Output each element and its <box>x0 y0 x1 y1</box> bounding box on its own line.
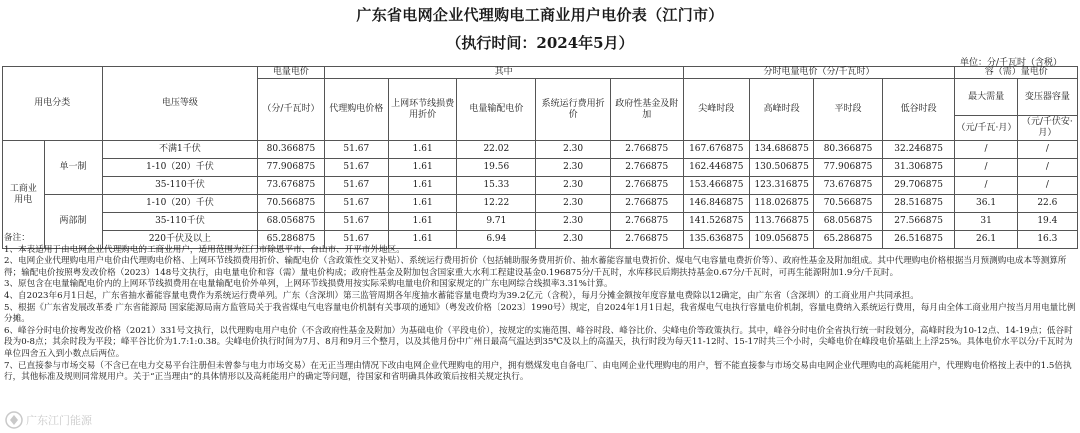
proxy-cell: 51.67 <box>324 159 388 177</box>
header-gov-fund: 政府性基金及附加 <box>610 79 683 141</box>
loss-cell: 1.61 <box>388 159 456 177</box>
watermark-text: 广东江门能源 <box>26 414 92 427</box>
header-energy-price: 电量电价 <box>258 67 324 79</box>
proxy-cell: 51.67 <box>324 231 388 249</box>
loss-cell: 1.61 <box>388 141 456 159</box>
system-cell: 2.30 <box>536 177 611 195</box>
transmission-cell: 12.22 <box>457 195 536 213</box>
flat-cell: 80.366875 <box>814 141 882 159</box>
header-max-demand-unit: （元/千瓦·月） <box>955 116 1017 141</box>
energy-cell: 73.676875 <box>258 177 324 195</box>
energy-cell: 70.566875 <box>258 195 324 213</box>
loss-cell: 1.61 <box>388 231 456 249</box>
system-cell: 2.30 <box>536 213 611 231</box>
header-proxy-price: 代理购电价格 <box>324 79 388 141</box>
max-demand-label: 最大需量 <box>968 91 1005 102</box>
demand-cell: / <box>955 177 1017 195</box>
header-energy-unit: （分/千瓦时） <box>258 79 324 141</box>
header-tou-group: 分时电量电价（分/千瓦时） <box>683 67 955 79</box>
fund-cell: 2.766875 <box>610 195 683 213</box>
header-sharp-peak: 尖峰时段 <box>683 79 749 141</box>
peak-cell: 113.766875 <box>749 213 813 231</box>
voltage-cell: 1-10（20）千伏 <box>102 159 258 177</box>
note-item: 6、峰谷分时电价按粤发改价格（2021）331号文执行，以代理购电用户电价（不含政府性基金及附加）为基础电价（平段电价），按规定的实施范围、峰谷时段、峰谷比价、尖峰电价等政策执行。其中，峰谷分时电价全省执行统一时段划分，高峰时段为10-12点、14-19点；低谷时段为0-8点；其余时段为平段；峰平谷比价为1.7:1:0.38。尖峰电价执行时间为7月、8月和9月三个整月，以及其他月份中广州日最高气温达到35℃及以上的高温天，执行时段为每天11-12时、15-17时共三个小时，尖峰电价在峰段电价基础上上浮25%。具体电价水平以分/千瓦时为单位四舍五入到小数点后两位。 <box>4 325 1073 359</box>
voltage-cell: 220千伏及以上 <box>102 231 258 249</box>
energy-cell: 77.906875 <box>258 159 324 177</box>
fund-cell: 2.766875 <box>610 213 683 231</box>
valley-cell: 31.306875 <box>882 159 955 177</box>
price-table <box>2 66 1078 249</box>
sharp-cell: 162.446875 <box>683 159 749 177</box>
table-row <box>3 141 1078 159</box>
dual-part-label: 两部制 <box>44 195 102 249</box>
note-item: 4、自2023年6月1日起，广东省抽水蓄能容量电费作为系统运行费单列。广东（含深圳）第三监管周期各年度抽水蓄能容量电费均为39.2亿元（含税），每月分摊金额按年度容量电费除以12确定，由广东省（含深圳）的工商业用户共同承担。 <box>4 290 919 301</box>
demand-cell: 31 <box>955 213 1017 231</box>
loss-cell: 1.61 <box>388 195 456 213</box>
header-transformer <box>1017 79 1077 116</box>
header-flat: 平时段 <box>814 79 882 141</box>
flat-cell: 77.906875 <box>814 159 882 177</box>
capacity-cell: 16.3 <box>1017 231 1077 249</box>
valley-cell: 32.246875 <box>882 141 955 159</box>
proxy-cell: 51.67 <box>324 141 388 159</box>
watermark-logo <box>4 409 134 431</box>
peak-cell: 134.686875 <box>749 141 813 159</box>
table-row <box>3 213 1078 231</box>
voltage-cell: 35-110千伏 <box>102 177 258 195</box>
table-row <box>3 159 1078 177</box>
system-cell: 2.30 <box>536 195 611 213</box>
header-transmission: 电量输配电价 <box>457 79 536 141</box>
peak-cell: 123.316875 <box>749 177 813 195</box>
note-item: 1、本表适用于由电网企业代理购电的工商业用户，适用范围为江门市除恩平市、台山市、开平市外地区。 <box>4 244 405 255</box>
proxy-cell: 51.67 <box>324 195 388 213</box>
flat-cell: 70.566875 <box>814 195 882 213</box>
proxy-cell: 51.67 <box>324 213 388 231</box>
demand-cell: / <box>955 141 1017 159</box>
table-row <box>3 177 1078 195</box>
group-label: 工商业用电 <box>3 141 45 249</box>
transmission-cell: 22.02 <box>457 141 536 159</box>
sharp-cell: 167.676875 <box>683 141 749 159</box>
header-peak: 高峰时段 <box>749 79 813 141</box>
header-system-ops: 系统运行费用折价 <box>536 79 611 141</box>
loss-cell: 1.61 <box>388 177 456 195</box>
table-row <box>3 195 1078 213</box>
energy-cell: 80.366875 <box>258 141 324 159</box>
flat-cell: 73.676875 <box>814 177 882 195</box>
peak-cell: 118.026875 <box>749 195 813 213</box>
note-item: 7、已直接参与市场交易（不含已在电力交易平台注册但未曾参与电力市场交易）在无正当理由情况下改由电网企业代理购电的用户，拥有燃煤发电自备电厂、由电网企业代理购电的用户，暂不能直接参与市场交易由电网企业代理购电的高耗能用户，代理购电价格按上表中的1.5倍执行，其他标准及规则同常规用户。关于“正当理由”的具体情形以及高耗能用户的确定等问题，待国家和省明确具体政策后按相关规定执行。 <box>4 360 1072 383</box>
capacity-cell: / <box>1017 159 1077 177</box>
note-item: 2、电网企业代理购电用户电价由代理购电价格、上网环节线损费用折价、输配电价（含政策性交叉补贴）、系统运行费用折价（包括辅助服务费用折价、抽水蓄能容量电费折价、煤电气电容量电费折价等）、政府性基金及附加组成。其中代理购电价格根据当月预测购电成本等测算所得；输配电价按照粤发改价格（2023）148号文执行，由电量电价和容（需）量电价构成；政府性基金及附加包含国家重大水利工程建设基金0.196875分/千瓦时，水库移民后期扶持基金0.67分/千瓦时，可再生能源附加1.9分/千瓦时。 <box>4 256 1067 278</box>
notes-section <box>4 233 1076 384</box>
header-valley: 低谷时段 <box>882 79 955 141</box>
energy-cell: 68.056875 <box>258 213 324 231</box>
capacity-cell: 19.4 <box>1017 213 1077 231</box>
notes-heading: 备注： <box>4 233 30 243</box>
page-title: 广东省电网企业代理购电工商业用户电价表（江门市） <box>356 6 724 24</box>
page-subtitle: （执行时间：2024年5月） <box>446 34 634 52</box>
system-cell: 2.30 <box>536 141 611 159</box>
flat-cell: 65.286875 <box>814 231 882 249</box>
proxy-cell: 51.67 <box>324 177 388 195</box>
header-voltage: 电压等级 <box>102 67 258 141</box>
voltage-cell: 1-10（20）千伏 <box>102 195 258 213</box>
header-grid-loss: 上网环节线损费用折价 <box>388 79 456 141</box>
sharp-cell: 135.636875 <box>683 231 749 249</box>
single-part-label: 单一制 <box>44 141 102 195</box>
peak-cell: 130.506875 <box>749 159 813 177</box>
transmission-cell: 19.56 <box>457 159 536 177</box>
flat-cell: 68.056875 <box>814 213 882 231</box>
peak-cell: 109.056875 <box>749 231 813 249</box>
demand-cell: 26.1 <box>955 231 1017 249</box>
sharp-cell: 141.526875 <box>683 213 749 231</box>
fund-cell: 2.766875 <box>610 141 683 159</box>
valley-cell: 28.516875 <box>882 195 955 213</box>
note-item: 5、根据《广东省发展改革委 广东省能源局 国家能源局南方监管局关于我省煤电气电容量电价机制有关事项的通知》（粤发改价格〔2023〕1990号）规定，自2024年1月1日起，我省煤电气电执行容量电价机制，容量电费纳入系统运行费用，每月由全体工商业用户按当月用电量比例分摊。 <box>4 302 1076 325</box>
transmission-cell: 15.33 <box>457 177 536 195</box>
fund-cell: 2.766875 <box>610 159 683 177</box>
transformer-label: 变压器容量 <box>1024 91 1070 102</box>
note-item: 3、原包含在电量输配电价内的上网环节线损费用在电量输配电价外单列，上网环节线损费用按实际采购电量电价和国家规定的广东电网综合线损率3.31%计算。 <box>4 279 613 290</box>
transmission-cell: 6.94 <box>457 231 536 249</box>
header-transformer-unit: （元/千伏安·月） <box>1017 116 1077 141</box>
fund-cell: 2.766875 <box>610 177 683 195</box>
valley-cell: 29.706875 <box>882 177 955 195</box>
voltage-cell: 不满1千伏 <box>102 141 258 159</box>
capacity-cell: / <box>1017 177 1077 195</box>
sharp-cell: 153.466875 <box>683 177 749 195</box>
system-cell: 2.30 <box>536 159 611 177</box>
energy-cell: 65.286875 <box>258 231 324 249</box>
loss-cell: 1.61 <box>388 213 456 231</box>
header-category: 用电分类 <box>3 67 103 141</box>
demand-cell: / <box>955 159 1017 177</box>
fund-cell: 2.766875 <box>610 231 683 249</box>
demand-cell: 36.1 <box>955 195 1017 213</box>
transmission-cell: 9.71 <box>457 213 536 231</box>
header-capacity-group: 容（需）量电价 <box>955 67 1078 79</box>
valley-cell: 27.566875 <box>882 213 955 231</box>
unit-note: 单位：分/千瓦时（含税） <box>959 58 1062 68</box>
sharp-cell: 146.846875 <box>683 195 749 213</box>
capacity-cell: 22.6 <box>1017 195 1077 213</box>
header-of-which: 其中 <box>324 67 683 79</box>
header-max-demand <box>955 79 1017 116</box>
system-cell: 2.30 <box>536 231 611 249</box>
capacity-cell: / <box>1017 141 1077 159</box>
valley-cell: 26.516875 <box>882 231 955 249</box>
voltage-cell: 35-110千伏 <box>102 213 258 231</box>
